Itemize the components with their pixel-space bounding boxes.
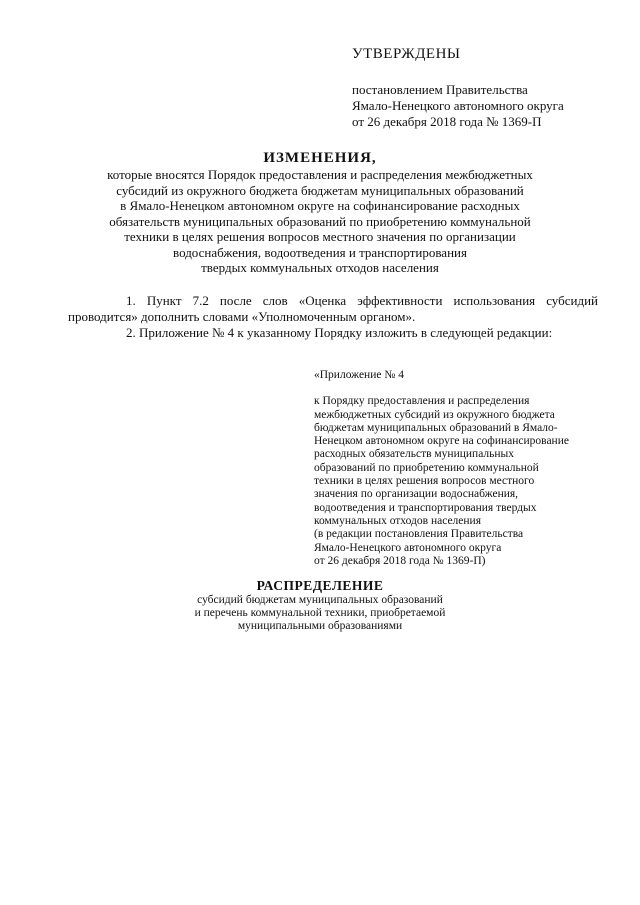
changes-subtitle-line: водоснабжения, водоотведения и транспортирования (173, 244, 467, 260)
changes-subtitle-line: обязательств муниципальных образований по приобретению коммунальной (109, 213, 531, 229)
appendix-line: бюджетам муниципальных образований в Ямало- (314, 421, 558, 434)
appendix-line: расходных обязательств муниципальных (314, 448, 515, 461)
appendix-line: значения по организации водоснабжения, (314, 488, 519, 501)
approval-line: Ямало-Ненецкого автономного округа (352, 98, 564, 113)
appendix-line: Ненецком автономном округе на софинансирование (314, 435, 569, 448)
appendix-line: образований по приобретению коммунальной (314, 461, 539, 474)
appendix-title: «Приложение № 4 (314, 369, 404, 381)
changes-subtitle (80, 167, 560, 276)
paragraph-1: 1. Пункт 7.2 после слов «Оценка эффективности использования субсидий проводится» дополнить словами «Уполномоченным органом». (68, 293, 598, 324)
appendix-line: от 26 декабря 2018 года № 1369-П) (314, 554, 486, 567)
distribution-subtitle-line: муниципальными образованиями (237, 620, 403, 632)
changes-subtitle-line: в Ямало-Ненецком автономном округе на софинансирование расходных (120, 198, 520, 213)
appendix-line: к Порядку предоставления и распределения (314, 395, 530, 408)
distribution-title: РАСПРЕДЕЛЕНИЕ (256, 578, 384, 593)
distribution-subtitle (100, 594, 540, 633)
appendix-line: Ямало-Ненецкого автономного округа (314, 541, 502, 554)
appendix-line: коммунальных отходов населения (314, 514, 481, 527)
approval-line: постановлением Правительства (352, 82, 528, 97)
paragraph-2: 2. Приложение № 4 к указанному Порядку изложить в следующей редакции: (126, 325, 553, 340)
changes-subtitle-line: твердых коммунальных отходов населения (201, 260, 439, 275)
distribution-subtitle-line: и перечень коммунальной техники, приобретаемой (194, 607, 446, 619)
approval-line: от 26 декабря 2018 года № 1369-П (352, 114, 542, 129)
changes-subtitle-line: которые вносятся Порядок предоставления и распределения межбюджетных (107, 167, 533, 182)
appendix-line: техники в целях решения вопросов местного (314, 475, 535, 488)
appendix-line: межбюджетных субсидий из окружного бюджета (314, 408, 555, 421)
changes-subtitle-line: субсидий из окружного бюджета бюджетам муниципальных образований (116, 182, 524, 198)
distribution-subtitle-line: субсидий бюджетам муниципальных образований (197, 594, 443, 606)
appendix-line: (в редакции постановления Правительства (314, 528, 524, 541)
appendix-block (314, 369, 604, 568)
approval-title: УТВЕРЖДЕНЫ (352, 46, 461, 62)
approval-block (352, 46, 622, 130)
changes-subtitle-line: техники в целях решения вопросов местного значения по организации (124, 229, 516, 244)
appendix-line: водоотведения и транспортирования твердых (314, 501, 537, 514)
changes-title: ИЗМЕНЕНИЯ, (263, 150, 377, 166)
